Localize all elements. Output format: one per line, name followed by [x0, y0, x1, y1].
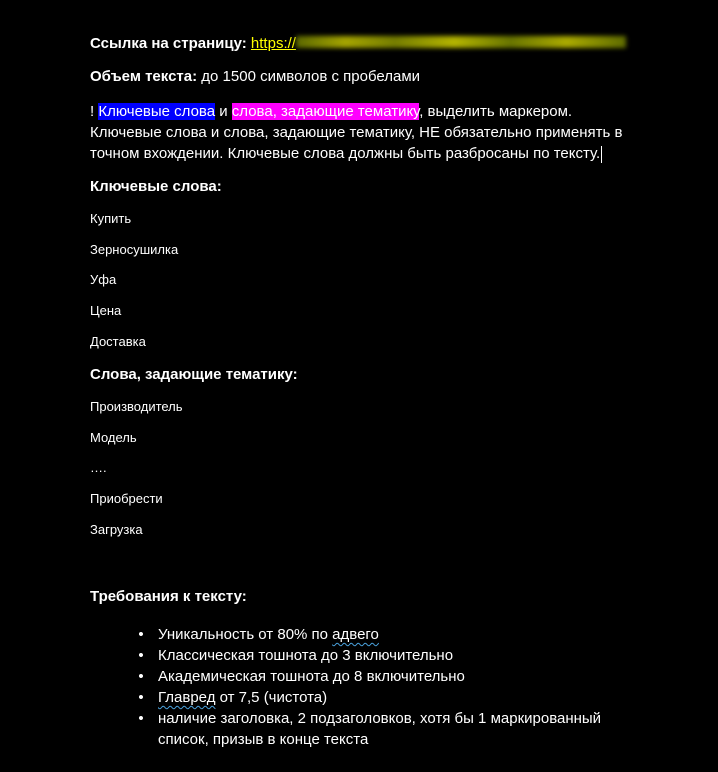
spellcheck-word: адвего [332, 626, 379, 643]
bullet-icon: • [138, 668, 144, 685]
keyword-item: Зерносушилка [90, 242, 179, 257]
theme-word-item: Загрузка [90, 522, 143, 537]
note-paragraph [90, 101, 650, 164]
spellcheck-word: Главред [158, 689, 216, 706]
note-rest: , выделить маркером. [419, 103, 573, 120]
keyword-item: Цена [90, 303, 122, 318]
note-line-3: точном вхождении. Ключевые слова должны быть разбросаны по тексту. [90, 145, 601, 162]
requirements-heading: Требования к тексту: [90, 588, 247, 605]
keyword-item: Доставка [90, 334, 146, 349]
volume-line [90, 67, 420, 87]
blurred-url [296, 36, 626, 48]
bullet-icon: • [138, 626, 144, 643]
requirement-item: • Академическая тошнота до 8 включительно [158, 666, 658, 687]
keyword-item: Купить [90, 211, 132, 226]
bullet-icon: • [138, 710, 144, 727]
link-label: Ссылка на страницу: [90, 35, 247, 52]
theme-word-item: …. [90, 460, 107, 475]
keywords-heading: Ключевые слова: [90, 178, 222, 195]
volume-value: до 1500 символов с пробелами [201, 68, 421, 85]
requirement-item: • Уникальность от 80% по адвего [158, 624, 658, 645]
page-link-url: https:// [250, 35, 296, 52]
requirements-list [138, 624, 658, 750]
bullet-icon: • [138, 689, 144, 706]
requirement-item: • Классическая тошнота до 3 включительно [158, 645, 658, 666]
theme-words-heading: Слова, задающие тематику: [90, 366, 298, 383]
volume-label: Объем текста: [90, 68, 198, 85]
text-caret [601, 146, 602, 163]
bullet-icon: • [138, 647, 144, 664]
requirement-item: • Главред от 7,5 (чистота) [158, 687, 658, 708]
note-prefix: ! [90, 103, 99, 120]
theme-word-item: Модель [90, 430, 137, 445]
page-link[interactable] [251, 35, 626, 52]
note-line-2: Ключевые слова и слова, задающие тематику, НЕ обязательно применять в [90, 124, 623, 141]
note-and: и [215, 103, 232, 120]
theme-word-item: Производитель [90, 399, 183, 414]
keyword-item: Уфа [90, 272, 117, 287]
requirement-item: • наличие заголовка, 2 подзаголовков, хотя бы 1 маркированный список, призыв в конце текста [158, 708, 658, 750]
link-line [90, 34, 626, 54]
theme-word-item: Приобрести [90, 491, 163, 506]
highlight-keywords: Ключевые слова [98, 103, 216, 120]
highlight-theme-words: слова, задающие тематику [231, 103, 420, 120]
